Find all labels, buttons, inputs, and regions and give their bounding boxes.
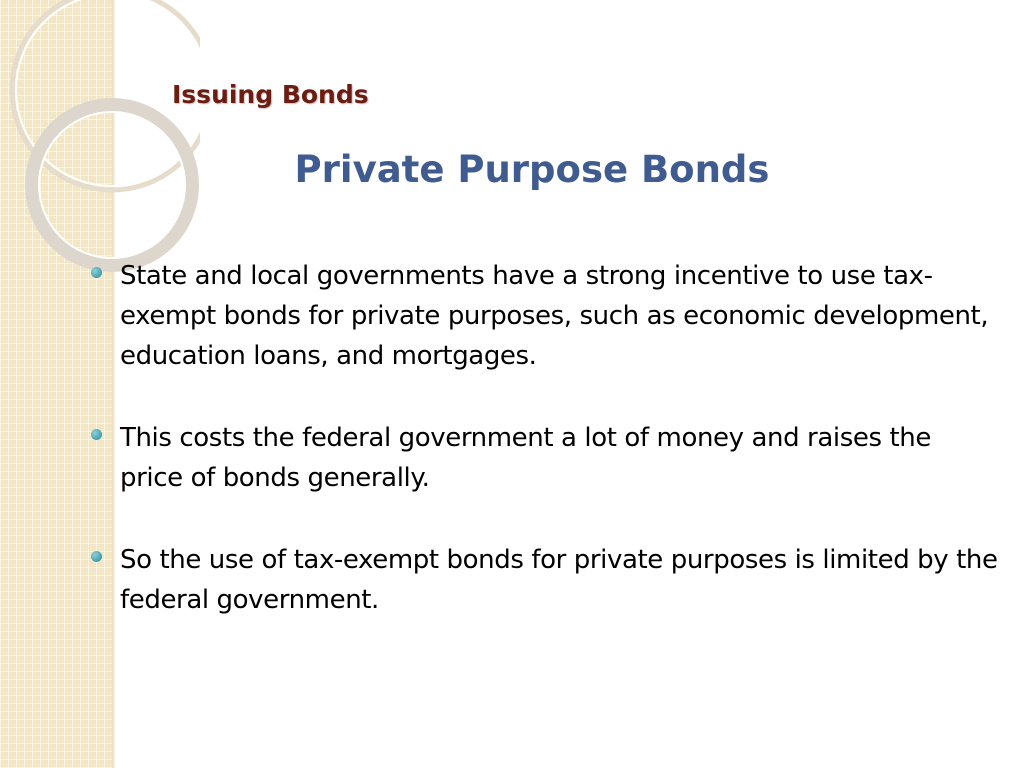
side-decoration-panel: [0, 0, 112, 768]
bullet-list: [120, 256, 1000, 662]
bullet-text: This costs the federal government a lot of money and raises the price of bonds generally.: [120, 423, 931, 493]
bullet-item: [120, 418, 1000, 498]
side-panel-edge: [112, 0, 115, 768]
bullet-item: [120, 540, 1000, 620]
section-title: Issuing Bonds: [172, 80, 369, 109]
bullet-dot-icon: [91, 429, 102, 440]
bullet-dot-icon: [91, 551, 102, 562]
bullet-text: State and local governments have a strong incentive to use tax-exempt bonds for private purposes, such as economic development, education loans, and mortgages.: [120, 261, 989, 371]
bullet-item: [120, 256, 1000, 376]
bullet-dot-icon: [91, 267, 102, 278]
slide-title: Private Purpose Bonds: [294, 148, 770, 191]
bullet-text: So the use of tax-exempt bonds for private purposes is limited by the federal government.: [120, 545, 998, 615]
